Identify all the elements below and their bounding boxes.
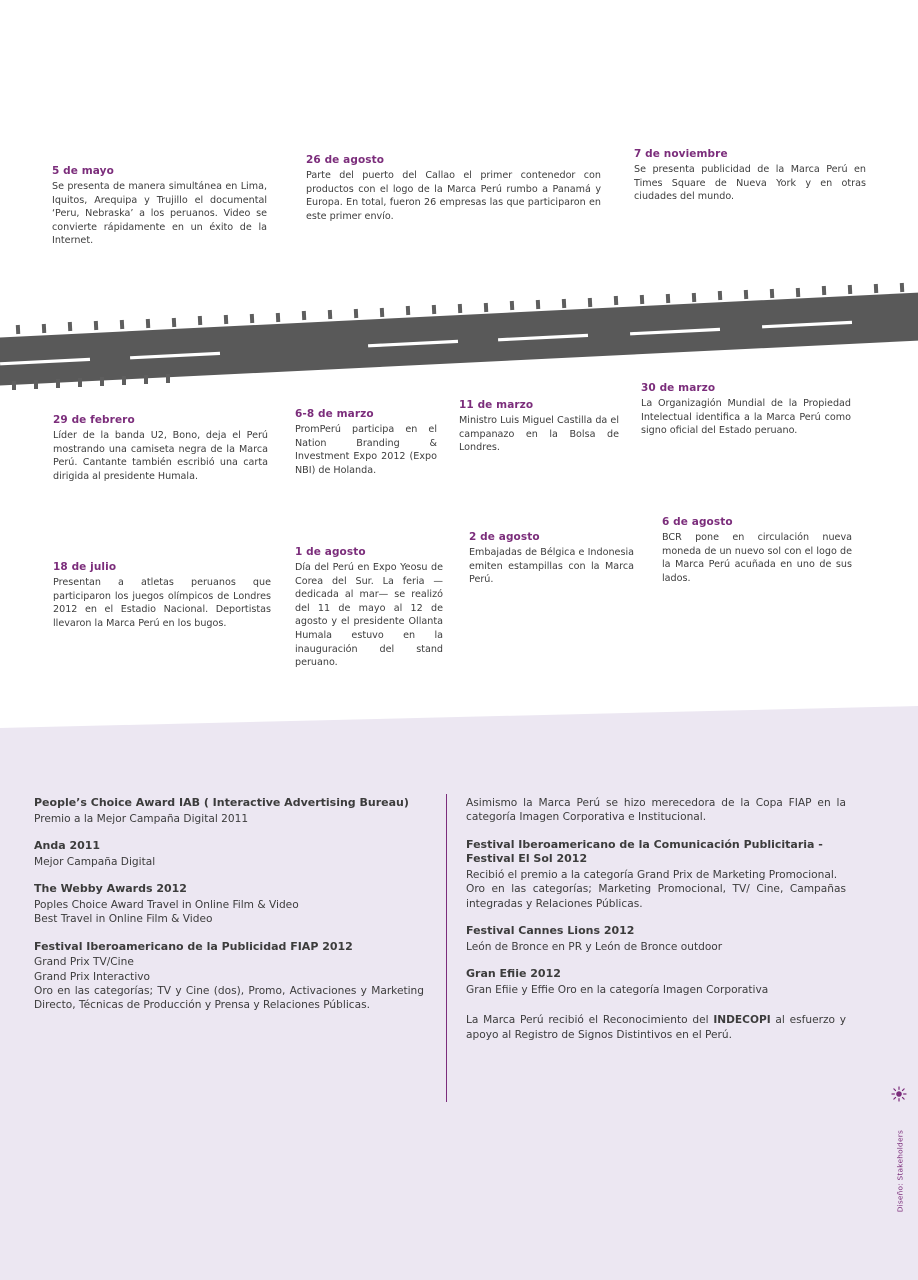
award-line: Grand Prix TV/Cine bbox=[34, 956, 134, 969]
award-title: Anda 2011 bbox=[34, 839, 101, 853]
timeline-entry-text: Día del Perú en Expo Yeosu de Corea del Sur. La feria —dedicada al mar— se realizó del 11 de mayo al 12 de agosto y el presidente Ollanta Humala estuvo en la inauguración del stand peruano. bbox=[295, 562, 443, 669]
indecopi-label: INDECOPI bbox=[713, 1014, 771, 1027]
award-line: Poples Choice Award Travel in Online Film & Video bbox=[34, 898, 299, 911]
timeline-entry bbox=[459, 399, 619, 455]
timeline-entry-text: Embajadas de Bélgica e Indonesia emiten estampillas con la Marca Perú. bbox=[469, 547, 634, 586]
timeline-entry bbox=[306, 154, 601, 223]
timeline-entry-date: 7 de noviembre bbox=[634, 148, 728, 160]
timeline-entry-text: Se presenta de manera simultánea en Lima, Iquitos, Arequipa y Trujillo el documental ‘Peru, Nebraska’ a los peruanos. Video se convierte rápidamente en un éxito de la Internet. bbox=[52, 181, 267, 247]
timeline-entry bbox=[469, 531, 634, 587]
award-block bbox=[466, 838, 846, 911]
timeline-road-graphic bbox=[0, 282, 918, 392]
award-block bbox=[466, 924, 846, 954]
awards-column-left bbox=[34, 796, 424, 1026]
timeline-entry bbox=[53, 414, 268, 483]
award-title: Festival Iberoamericano de la Comunicación Publicitaria - Festival El Sol 2012 bbox=[466, 837, 823, 866]
award-line: Best Travel in Online Film & Video bbox=[34, 913, 213, 926]
award-line: Grand Prix Interactivo bbox=[34, 970, 151, 983]
timeline-entry bbox=[662, 516, 852, 585]
timeline-entry-date: 6-8 de marzo bbox=[295, 408, 374, 420]
award-line: Oro en las categorías; Marketing Promocional, TV/ Cine, Campañas integradas y Relaciones Públicas. bbox=[466, 883, 846, 910]
timeline-entry-text: Presentan a atletas peruanos que participaron los juegos olímpicos de Londres 2012 en el Estadio Nacional. Deportistas llevaron la Marca Perú en los bugos. bbox=[53, 577, 271, 629]
timeline-entry-date: 30 de marzo bbox=[641, 382, 716, 394]
award-block bbox=[34, 940, 424, 1013]
award-block bbox=[466, 967, 846, 997]
award-title: People’s Choice Award IAB ( Interactive Advertising Bureau) bbox=[34, 796, 409, 809]
award-line: Gran Efiie y Effie Oro en la categoría Imagen Corporativa bbox=[466, 983, 769, 996]
award-block bbox=[34, 882, 424, 926]
awards-content bbox=[0, 706, 918, 1280]
timeline-entry-date: 11 de marzo bbox=[459, 399, 534, 411]
timeline-entry-date: 5 de mayo bbox=[52, 165, 114, 177]
awards-column-right bbox=[466, 796, 846, 1043]
timeline-entry bbox=[53, 561, 271, 630]
award-title: Festival Cannes Lions 2012 bbox=[466, 924, 635, 938]
award-title: The Webby Awards 2012 bbox=[34, 882, 187, 896]
award-title: Festival Iberoamericano de la Publicidad FIAP 2012 bbox=[34, 939, 353, 953]
award-block bbox=[34, 796, 424, 826]
sun-burst-icon bbox=[891, 1086, 907, 1102]
timeline-entry-date: 26 de agosto bbox=[306, 154, 385, 166]
timeline-entry-text: Parte del puerto del Callao el primer contenedor con productos con el logo de la Marca Perú rumbo a Panamá y Europa. En total, fueron 26 empresas las que participaron en este primer envío. bbox=[306, 170, 601, 222]
award-line: Recibió el premio a la categoría Grand Prix de Marketing Promocional. bbox=[466, 869, 838, 882]
award-line: Oro en las categorías; TV y Cine (dos), Promo, Activaciones y Marketing Directo, Técnicas de Producción y Prensa y Relaciones Públicas. bbox=[34, 984, 424, 1012]
timeline-entry-date: 29 de febrero bbox=[53, 414, 135, 426]
timeline-entry-text: Ministro Luis Miguel Castilla da el campanazo en la Bolsa de Londres. bbox=[459, 415, 619, 454]
timeline-entry-text: BCR pone en circulación nueva moneda de un nuevo sol con el logo de la Marca Perú acuñada en uno de sus lados. bbox=[662, 532, 852, 584]
timeline-entry-date: 6 de agosto bbox=[662, 516, 733, 528]
timeline-entry bbox=[295, 546, 443, 670]
award-title: Gran Efiie 2012 bbox=[466, 967, 561, 981]
award-line: Premio a la Mejor Campaña Digital 2011 bbox=[34, 812, 249, 825]
timeline-entry bbox=[634, 148, 866, 204]
award-block bbox=[34, 839, 424, 869]
timeline-entry bbox=[641, 382, 851, 438]
timeline-entry-date: 2 de agosto bbox=[469, 531, 540, 543]
indecopi-note bbox=[466, 1013, 846, 1042]
indecopi-note-prefix: La Marca Perú recibió el Reconocimiento del bbox=[466, 1014, 714, 1027]
awards-panel bbox=[0, 706, 918, 1280]
timeline-entry-date: 1 de agosto bbox=[295, 546, 366, 558]
award-line: León de Bronce en PR y León de Bronce outdoor bbox=[466, 940, 723, 953]
award-line: Mejor Campaña Digital bbox=[34, 855, 156, 868]
awards-intro-text: Asimismo la Marca Perú se hizo merecedora de la Copa FIAP en la categoría Imagen Corporativa e Institucional. bbox=[466, 797, 846, 824]
timeline-entry bbox=[52, 165, 267, 248]
timeline-entry-text: Líder de la banda U2, Bono, deja el Perú mostrando una camiseta negra de la Marca Perú. Cantante también escribió una carta dirigida al presidente Humala. bbox=[53, 430, 268, 482]
timeline-entry-date: 18 de julio bbox=[53, 561, 117, 573]
timeline-entry-text: Se presenta publicidad de la Marca Perú en Times Square de Nueva York y en otras ciudades del mundo. bbox=[634, 164, 866, 203]
timeline-entry-text: La Organizagión Mundial de la Propiedad Intelectual identifica a la Marca Perú como signo oficial del Estado peruano. bbox=[641, 398, 851, 437]
indecopi-note-suffix: al esfuerzo y apoyo al Registro de Signos Distintivos en el Perú. bbox=[466, 1014, 847, 1041]
timeline-entry bbox=[295, 408, 437, 477]
awards-intro bbox=[466, 796, 846, 825]
road-svg bbox=[0, 282, 918, 392]
awards-column-divider bbox=[446, 794, 447, 1102]
design-credit: Diseño: Stakeholders bbox=[895, 1130, 904, 1213]
timeline-entry-text: PromPerú participa en el Nation Branding & Investment Expo 2012 (Expo NBI) de Holanda. bbox=[295, 424, 437, 476]
